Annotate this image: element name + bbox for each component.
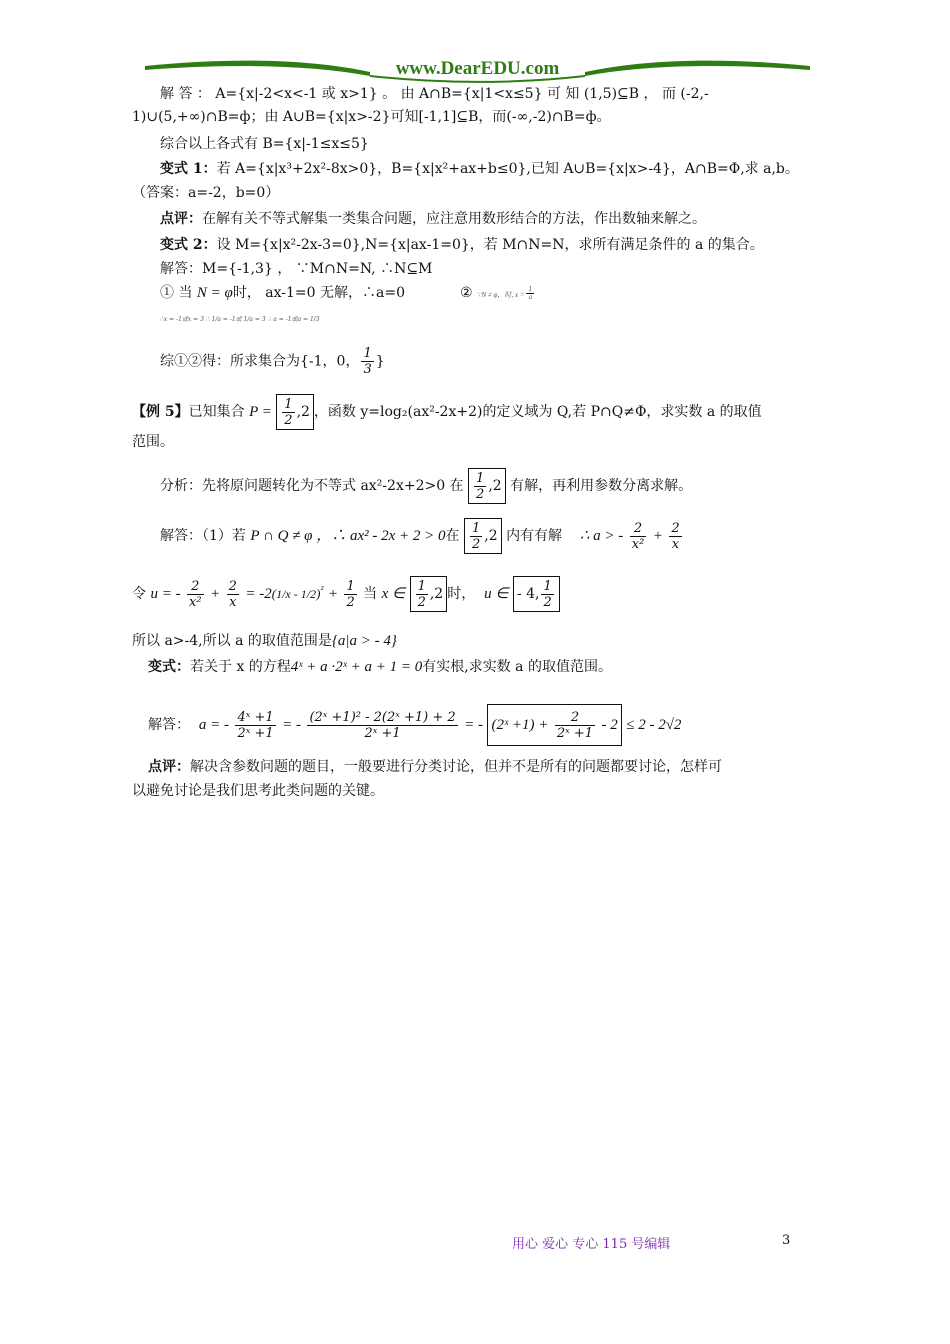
variant-text: 若 A={x|x³+2x²-8x>0}，B={x|x²+ax+b≤0},已知 A∪B={x|x>-4}，A∩B=Φ,求 a,b。 [216,161,799,177]
denominator: x [229,594,237,610]
denominator: 2 [543,594,552,610]
text-line: 解答：M={-1,3} ， ∵M∩N=N, ∴N⊆M [160,261,433,277]
fraction [541,579,553,610]
fraction [282,397,294,428]
analysis-text: 有解，再利用参数分离求解。 [510,478,693,494]
text-line: 范围。 [132,434,174,450]
math-exponent: ² [320,584,324,596]
fraction [526,286,534,301]
interval-right: ,2 [484,528,498,544]
math-expression: (2ˣ +1) + [491,717,549,733]
math-operator: + [210,586,221,602]
math-expression: N = φ [196,285,233,301]
page-number: 3 [782,1233,791,1248]
fraction [344,579,356,610]
comment-text: 解决含参数问题的题目，一般要进行分类讨论，但并不是所有的问题都要讨论，怎样可 [190,759,722,775]
variant-2 [160,235,764,255]
math-operator: + [652,528,663,544]
comment-label: 点评： [160,211,202,227]
fraction [474,471,486,502]
example-label: 【例 5】 [132,404,189,420]
denominator: 2ˣ +1 [556,725,594,741]
denominator: 2ˣ +1 [237,725,274,741]
solution-line [160,518,684,554]
math-expression: x ∈ [381,586,406,602]
math-expression: ∴ a > - [579,528,624,544]
solution-label: 解答： [148,717,190,733]
numerator: 2 [671,520,680,536]
interval [464,518,502,554]
variant-text: 设 M={x|x²-2x-3=0},N={x|ax-1=0}，若 M∩N=N，求所有满足条件的 a 的集合。 [216,237,764,253]
example-5 [132,394,762,430]
math-expression: ≤ 2 - 2√2 [626,717,682,733]
denominator: x² [189,594,202,610]
interval [468,468,506,504]
interval [513,576,560,612]
example-text: 已知集合 [188,404,245,420]
denominator: 2 [346,594,355,610]
text-line: 1)∪(5,+∞)∩B=ф；由 A∪B={x|x>-2}可知[-1,1]⊆B，而(-∞,-2)∩B=ф。 [132,109,611,125]
denominator: 2 [417,594,426,610]
math-expression: = - [464,717,483,733]
fraction [361,346,373,377]
denominator: x² [631,536,645,552]
math-expression: P = [249,404,272,420]
solution-text: 在 [445,528,460,544]
denominator: 2ˣ +1 [364,725,401,741]
variant-1 [160,159,799,179]
answer-line: （答案：a=-2，b=0） [132,185,280,201]
conclusion-text: 综①②得：所求集合为{-1，0， [160,353,360,370]
fraction [669,521,681,552]
case-1-text: 时， ax-1=0 无解，∴a=0 [232,285,405,301]
case-2-label: ② [460,285,473,301]
interval-right: ,2 [488,478,502,494]
denominator: a [528,293,533,301]
numerator: 2 [630,521,647,537]
fraction [227,579,239,610]
analysis-text: 分析：先将原问题转化为不等式 ax²-2x+2>0 在 [160,478,464,494]
fraction [235,710,275,741]
numerator: 1 [417,578,426,594]
math-expression: - 2 [601,717,618,733]
result-line [132,631,397,651]
comment-1 [160,209,706,229]
interval-right: ,2 [296,404,310,420]
numerator: 1 [543,578,552,594]
brand-logo: www.DearEDU.com [395,58,560,79]
case-2 [460,283,536,305]
footer-text: 用心 爱心 专心 115 号编辑 [512,1237,671,1252]
math-expression: ∵N ≠ φ，时, x = [477,291,525,299]
bracket-expression [487,704,621,746]
math-expression: u = - [150,586,181,602]
variant-3 [148,657,612,677]
substitution-label: 令 [132,586,146,602]
math-expression: 1/x - 1/2 [276,587,317,601]
conclusion-line [160,346,385,377]
denominator: 2 [471,536,481,552]
text-line: 以避免讨论是我们思考此类问题的关键。 [132,783,384,799]
denominator: 2 [284,412,293,428]
substitution-line: 令 u = - $\frac{2}{\text{x²}}$ + $\frac{2}{x}$ = -2(1/x - 1/2)$^{^2}$ + $\frac{1}{2}$ 当 x ∈ $\frac{1}{2}$ ,2 时， u ∈ - 4, $\frac{1}{2}$ [132,576,560,612]
numerator: 4ˣ +1 [237,709,274,725]
numerator: 1 [284,396,293,412]
numerator: 2 [228,578,237,594]
solution-2-line [148,704,681,746]
math-operator: + [327,586,338,602]
numerator: (2ˣ +1)² - 2(2ˣ +1) + 2 [309,709,456,725]
numerator: 1 [471,520,481,536]
interval [410,576,448,612]
fraction [555,710,595,741]
variant-label: 变式 1： [160,161,217,177]
case-line [160,283,405,303]
numerator: 2 [187,579,204,595]
numerator: 1 [476,470,485,486]
numerator: 1 [363,346,372,361]
math-expression: 4ˣ + a ·2ˣ + a + 1 = 0 [290,659,423,675]
fraction [307,710,457,741]
fraction [630,521,647,552]
fraction [470,521,482,552]
denominator: 2 [476,486,485,502]
numerator: 1 [528,285,533,293]
variant-text: 有实根,求实数 a 的取值范围。 [422,659,612,675]
math-expression: a = - [198,717,230,733]
comment-label: 点评： [148,759,190,775]
math-expression: {a|a > - 4} [331,633,397,649]
variant-text: 若关于 x 的方程 [190,659,291,675]
conclusion-text: } [375,353,385,370]
solution-text: 内有有解 [506,528,563,544]
denominator: x [671,536,680,552]
math-expression: ∴x = -1或x = 3 ∴ 1/a = -1或 1/a = 3 ∴ a = -1或a = 1/3 [160,316,320,323]
math-expression: = -2 [245,586,272,602]
math-expression: u ∈ [484,586,509,602]
analysis-line [160,468,692,504]
numerator: 2 [555,710,595,726]
comment-text: 在解有关不等式解集一类集合问题，应注意用数形结合的方法，作出数轴来解之。 [202,211,706,227]
fraction [416,579,428,610]
numerator: 1 [346,578,355,594]
substitution-text: 时， [447,586,476,602]
denominator: 3 [363,362,372,377]
interval-right: ,2 [429,586,444,602]
result-text: 所以 a>-4,所以 a 的取值范围是 [132,633,332,649]
variant-label: 变式： [148,659,190,675]
interval-left: - 4, [516,586,540,602]
substitution-text: 当 [363,586,378,602]
fraction [187,579,204,610]
math-expression: P ∩ Q ≠ φ ，∴ ax² - 2x + 2 > 0 [250,528,446,544]
interval [276,394,314,430]
example-text: ，函数 y=log₂(ax²-2x+2)的定义域为 Q,若 P∩Q≠Φ，求实数 a 的取值 [313,404,762,420]
header-banner [145,56,810,86]
text-line: 解 答 ： A={x|-2<x<-1 或 x>1} 。 由 A∩B={x|1<x≤5} 可 知 (1,5)⊆B ， 而 (-2,- [160,86,709,102]
variant-label: 变式 2： [160,237,217,253]
solution-text: 解答：（1）若 [160,528,246,544]
text-line: 综合以上各式有 B={x|-1≤x≤5} [160,136,369,152]
case-1-label: ① 当 [160,285,193,301]
comment-2 [148,757,722,777]
math-expression: = - [282,717,301,733]
